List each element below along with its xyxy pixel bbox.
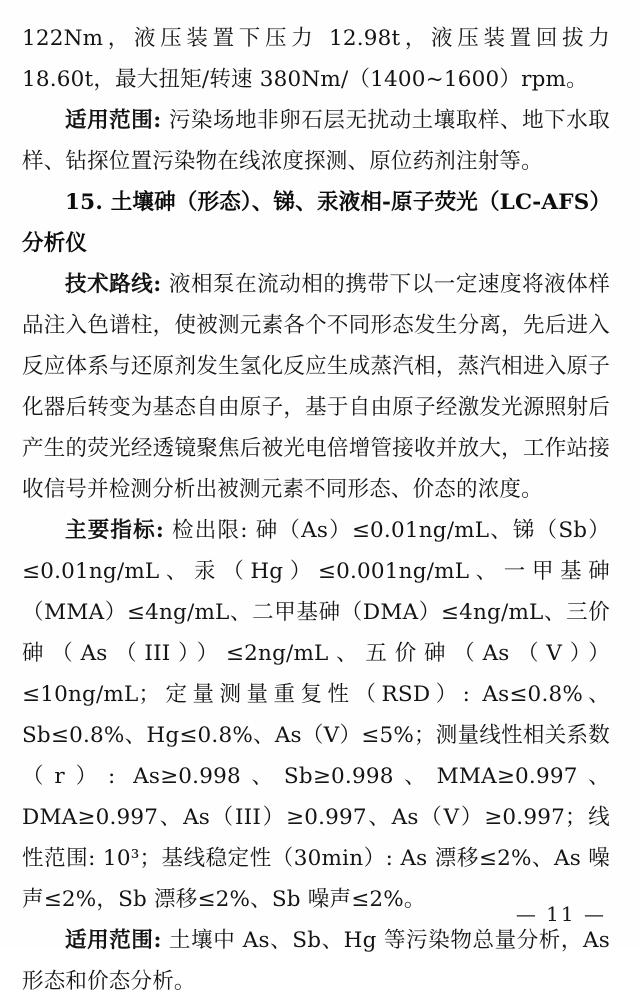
heading-text: 15. 土壤砷（形态）、锑、汞液相-原子荧光（LC-AFS）分析仪: [22, 190, 601, 256]
paragraph-label: 技术路线:: [65, 272, 162, 297]
paragraph-scope-2: [22, 920, 610, 1002]
paragraph-main-indicators: [22, 510, 610, 920]
paragraph-scope-1: [22, 100, 610, 182]
heading-section-15: [22, 182, 610, 264]
paragraph-text: 液相泵在流动相的携带下以一定速度将液体样品注入色谱柱，使被测元素各个不同形态发生分离，先后进入反应体系与还原剂发生氢化反应生成蒸汽相，蒸汽相进入原子化器后转变为基态自由原子，基于自由原子经激发光源照射后产生的荧光经透镜聚焦后被光电倍增管接收并放大，工作站接收信号并检测分析出被测元素不同形态、价态的浓度。: [22, 272, 611, 502]
paragraph-technical-route: [22, 264, 610, 510]
paragraph-label: 适用范围:: [65, 928, 162, 953]
page-number-footer: — 11 —: [515, 902, 606, 926]
paragraph-torque-spec: [22, 18, 610, 100]
paragraph-text: 污染场地非卵石层无扰动土壤取样、地下水取样、钻探位置污染物在线浓度探测、原位药剂注射等。: [22, 108, 611, 174]
paragraph-label: 主要指标:: [65, 518, 164, 543]
paragraph-text: 检出限: 砷（As）≤0.01ng/mL、锑（Sb）≤0.01ng/mL、汞（Hg）≤0.001ng/mL、一甲基砷（MMA）≤4ng/mL、二甲基砷（DMA）≤4ng/mL、三价砷（As（III））≤2ng/mL、五价砷（As（V））≤10ng/mL；定量测量重复性（RSD）: As≤0.8%、Sb≤0.8%、Hg≤0.8%、As（V）≤5%；测量线性相关系数（r）: As≥0.998、Sb≥0.998、MMA≥0.997、DMA≥0.997、As（III）≥0.997、As（V）≥0.997；线性范围: 10³；基线稳定性（30min）: As 漂移≤2%、As 噪声≤2%，Sb 漂移≤2%、Sb 噪声≤2%。: [22, 518, 610, 912]
paragraph-text: 122Nm，液压装置下压力 12.98t，液压装置回拔力 18.60t，最大扭矩/转速 380Nm/（1400~1600）rpm。: [22, 26, 610, 92]
paragraph-label: 适用范围:: [65, 108, 162, 133]
paragraph-text: 土壤中 As、Sb、Hg 等污染物总量分析，As 形态和价态分析。: [22, 928, 610, 994]
